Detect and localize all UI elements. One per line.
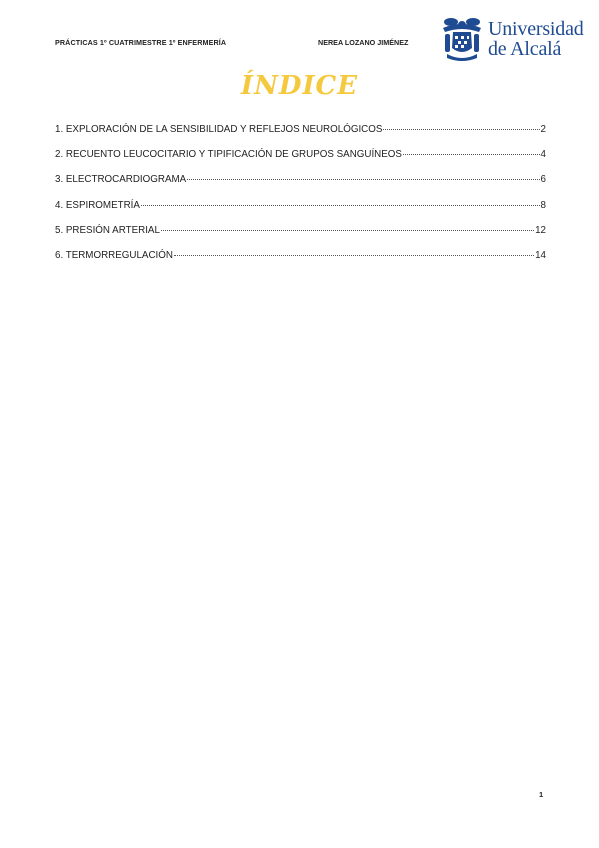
toc-entry-label: 2. RECUENTO LEUCOCITARIO Y TIPIFICACIÓN DE GRUPOS SANGUÍNEOS (55, 149, 402, 161)
toc-entry[interactable] (55, 250, 546, 275)
toc-entry-label: 5. PRESIÓN ARTERIAL (55, 224, 160, 236)
toc-entry-label: 3. ELECTROCARDIOGRAMA (55, 174, 187, 186)
toc-leader-dots (383, 128, 539, 130)
toc-leader-dots (187, 178, 539, 180)
toc-leader-dots (161, 229, 534, 231)
toc-leader-dots (403, 153, 540, 155)
header-course: PRÁCTICAS 1º CUATRIMESTRE 1º ENFERMERÍA (55, 38, 227, 47)
page-number: 1 (539, 790, 544, 799)
toc-entry-label: 1. EXPLORACIÓN DE LA SENSIBILIDAD Y REFLEJOS NEUROLÓGICOS (55, 124, 383, 135)
university-crest-icon (441, 16, 483, 62)
header-author: NEREA LOZANO JIMÉNEZ (318, 38, 409, 47)
university-name-line2: de Alcalá (488, 38, 562, 60)
toc-entry-label: 4. ESPIROMETRÍA (55, 199, 140, 211)
toc-leader-dots (141, 204, 540, 206)
university-logo (441, 14, 596, 64)
toc-entry-page: 4 (540, 149, 546, 161)
toc-entry[interactable] (55, 149, 546, 174)
toc-entry-page: 14 (535, 249, 546, 261)
toc-entry-label: 6. TERMORREGULACIÓN (55, 249, 173, 261)
toc-entry-page: 8 (540, 199, 546, 211)
page-title: ÍNDICE (240, 71, 359, 101)
toc-leader-dots (174, 254, 534, 256)
university-name-line1: Universidad (488, 18, 584, 40)
toc-entry[interactable] (55, 174, 546, 199)
table-of-contents (55, 124, 546, 275)
toc-entry-page: 12 (535, 224, 546, 236)
toc-entry[interactable] (55, 200, 546, 225)
toc-entry[interactable] (55, 225, 546, 250)
toc-entry-page: 6 (540, 174, 546, 186)
toc-entry[interactable] (55, 124, 546, 149)
toc-entry-page: 2 (540, 124, 546, 135)
university-name (488, 19, 584, 59)
